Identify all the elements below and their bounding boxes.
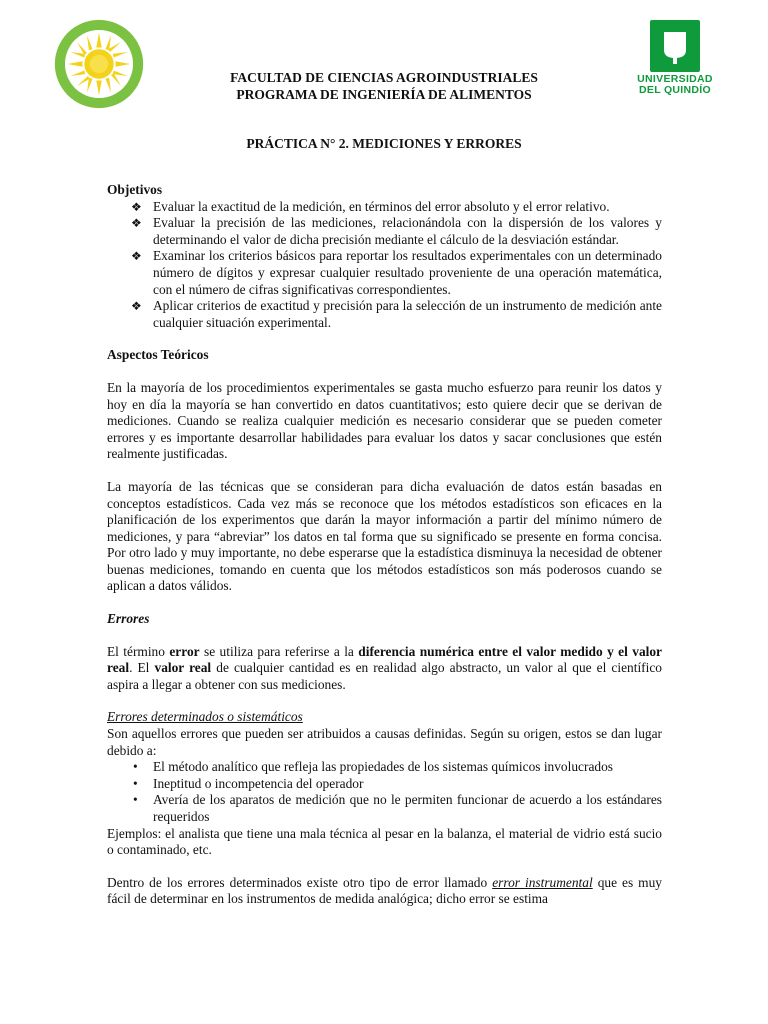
list-item: • Ineptitud o incompetencia del operador: [133, 775, 364, 791]
determined-errors-heading: Errores determinados o sistemáticos: [107, 709, 303, 725]
faculty-title: FACULTAD DE CIENCIAS AGROINDUSTRIALES: [230, 70, 538, 85]
objective-item: ❖ Aplicar criterios de exactitud y precisión para la selección de un instrumento de medición ante cualquier situación experimental.: [131, 298, 662, 330]
university-name-line2: DEL QUINDÍO: [639, 84, 711, 96]
errors-heading: Errores: [107, 611, 150, 627]
objective-item: ❖ Evaluar la exactitud de la medición, en términos del error absoluto y el error relativo.: [131, 198, 610, 214]
university-name-line1: UNIVERSIDAD: [637, 73, 713, 85]
objectives-list: [107, 199, 662, 332]
document-body: [107, 182, 662, 908]
diamond-bullet-icon: ❖: [131, 216, 142, 231]
diamond-bullet-icon: ❖: [131, 299, 142, 314]
determined-errors-intro: Son aquellos errores que pueden ser atribuidos a causas definidas. Según su origen, estos se dan lugar debido a:: [107, 726, 662, 758]
bullet-icon: •: [133, 759, 138, 775]
practice-title: PRÁCTICA N° 2. MEDICIONES Y ERRORES: [246, 136, 522, 151]
objective-item: ❖ Evaluar la precisión de las mediciones, relacionándola con la dispersión de los valores y determinando el valor de dicha precisión mediante el cálculo de la desviación estándar.: [131, 215, 662, 247]
objectives-heading: Objetivos: [107, 182, 163, 197]
diamond-bullet-icon: ❖: [131, 199, 142, 214]
list-item: • El método analítico que refleja las propiedades de los sistemas químicos involucrados: [133, 759, 613, 775]
determined-errors-list: [107, 759, 662, 825]
program-title: PROGRAMA DE INGENIERÍA DE ALIMENTOS: [236, 87, 532, 102]
bullet-icon: •: [133, 775, 138, 791]
instrumental-error-paragraph: Dentro de los errores determinados existe otro tipo de error llamado error instrumental que es muy fácil de determinar en los instrumentos de medida analógica; dicho error se estima: [107, 874, 662, 907]
bullet-icon: •: [133, 792, 138, 808]
objective-item: ❖ Examinar los criterios básicos para reportar los resultados experimentales con un determinado número de dígitos y expresar cualquier resultado proveniente de una operación matemática, con el número de cifras significativas correspondientes.: [131, 248, 662, 297]
theory-paragraph-2: La mayoría de las técnicas que se consideran para dicha evaluación de datos están basadas en conceptos estadísticos. Cada vez más se reconoce que los métodos estadísticos son eficaces en la planificación de los experimentos que darán la mayor información a partir del mínimo número de mediciones, y para “abreviar” los datos en tal forma que su significado se presente en forma concisa. Por otro lado y muy importante, no debe esperarse que la estadística disminuya la necesidad de obtener buenas mediciones, tomando en cuenta que los métodos estadísticos son más poderosos cuando se aplican a datos válidos.: [107, 478, 662, 594]
diamond-bullet-icon: ❖: [131, 249, 142, 264]
examples-paragraph: Ejemplos: el analista que tiene una mala técnica al pesar en la balanza, el material de vidrio está sucio o contaminado, etc.: [107, 825, 662, 858]
errors-paragraph: El término error se utiliza para referirse a la diferencia numérica entre el valor medido y el valor real. El valor real de cualquier cantidad es en realidad algo abstracto, un valor al que el científico aspira a llegar a obtener con sus mediciones.: [107, 643, 662, 692]
theory-heading: Aspectos Teóricos: [107, 347, 209, 363]
theory-paragraph-1: En la mayoría de los procedimientos experimentales se gasta mucho esfuerzo para reunir los datos y hoy en día la mayoría se han convertido en datos cuantitativos; esto quiere decir que se derivan de mediciones. Cuando se realiza cualquier medición es necesario considerar que se pueden cometer errores y es importante desarrollar habilidades para evaluar los datos y sacar conclusiones que estén realmente justificadas.: [107, 379, 662, 462]
list-item: • Avería de los aparatos de medición que no le permiten funcionar de acuerdo a los estándares requeridos: [133, 792, 662, 824]
